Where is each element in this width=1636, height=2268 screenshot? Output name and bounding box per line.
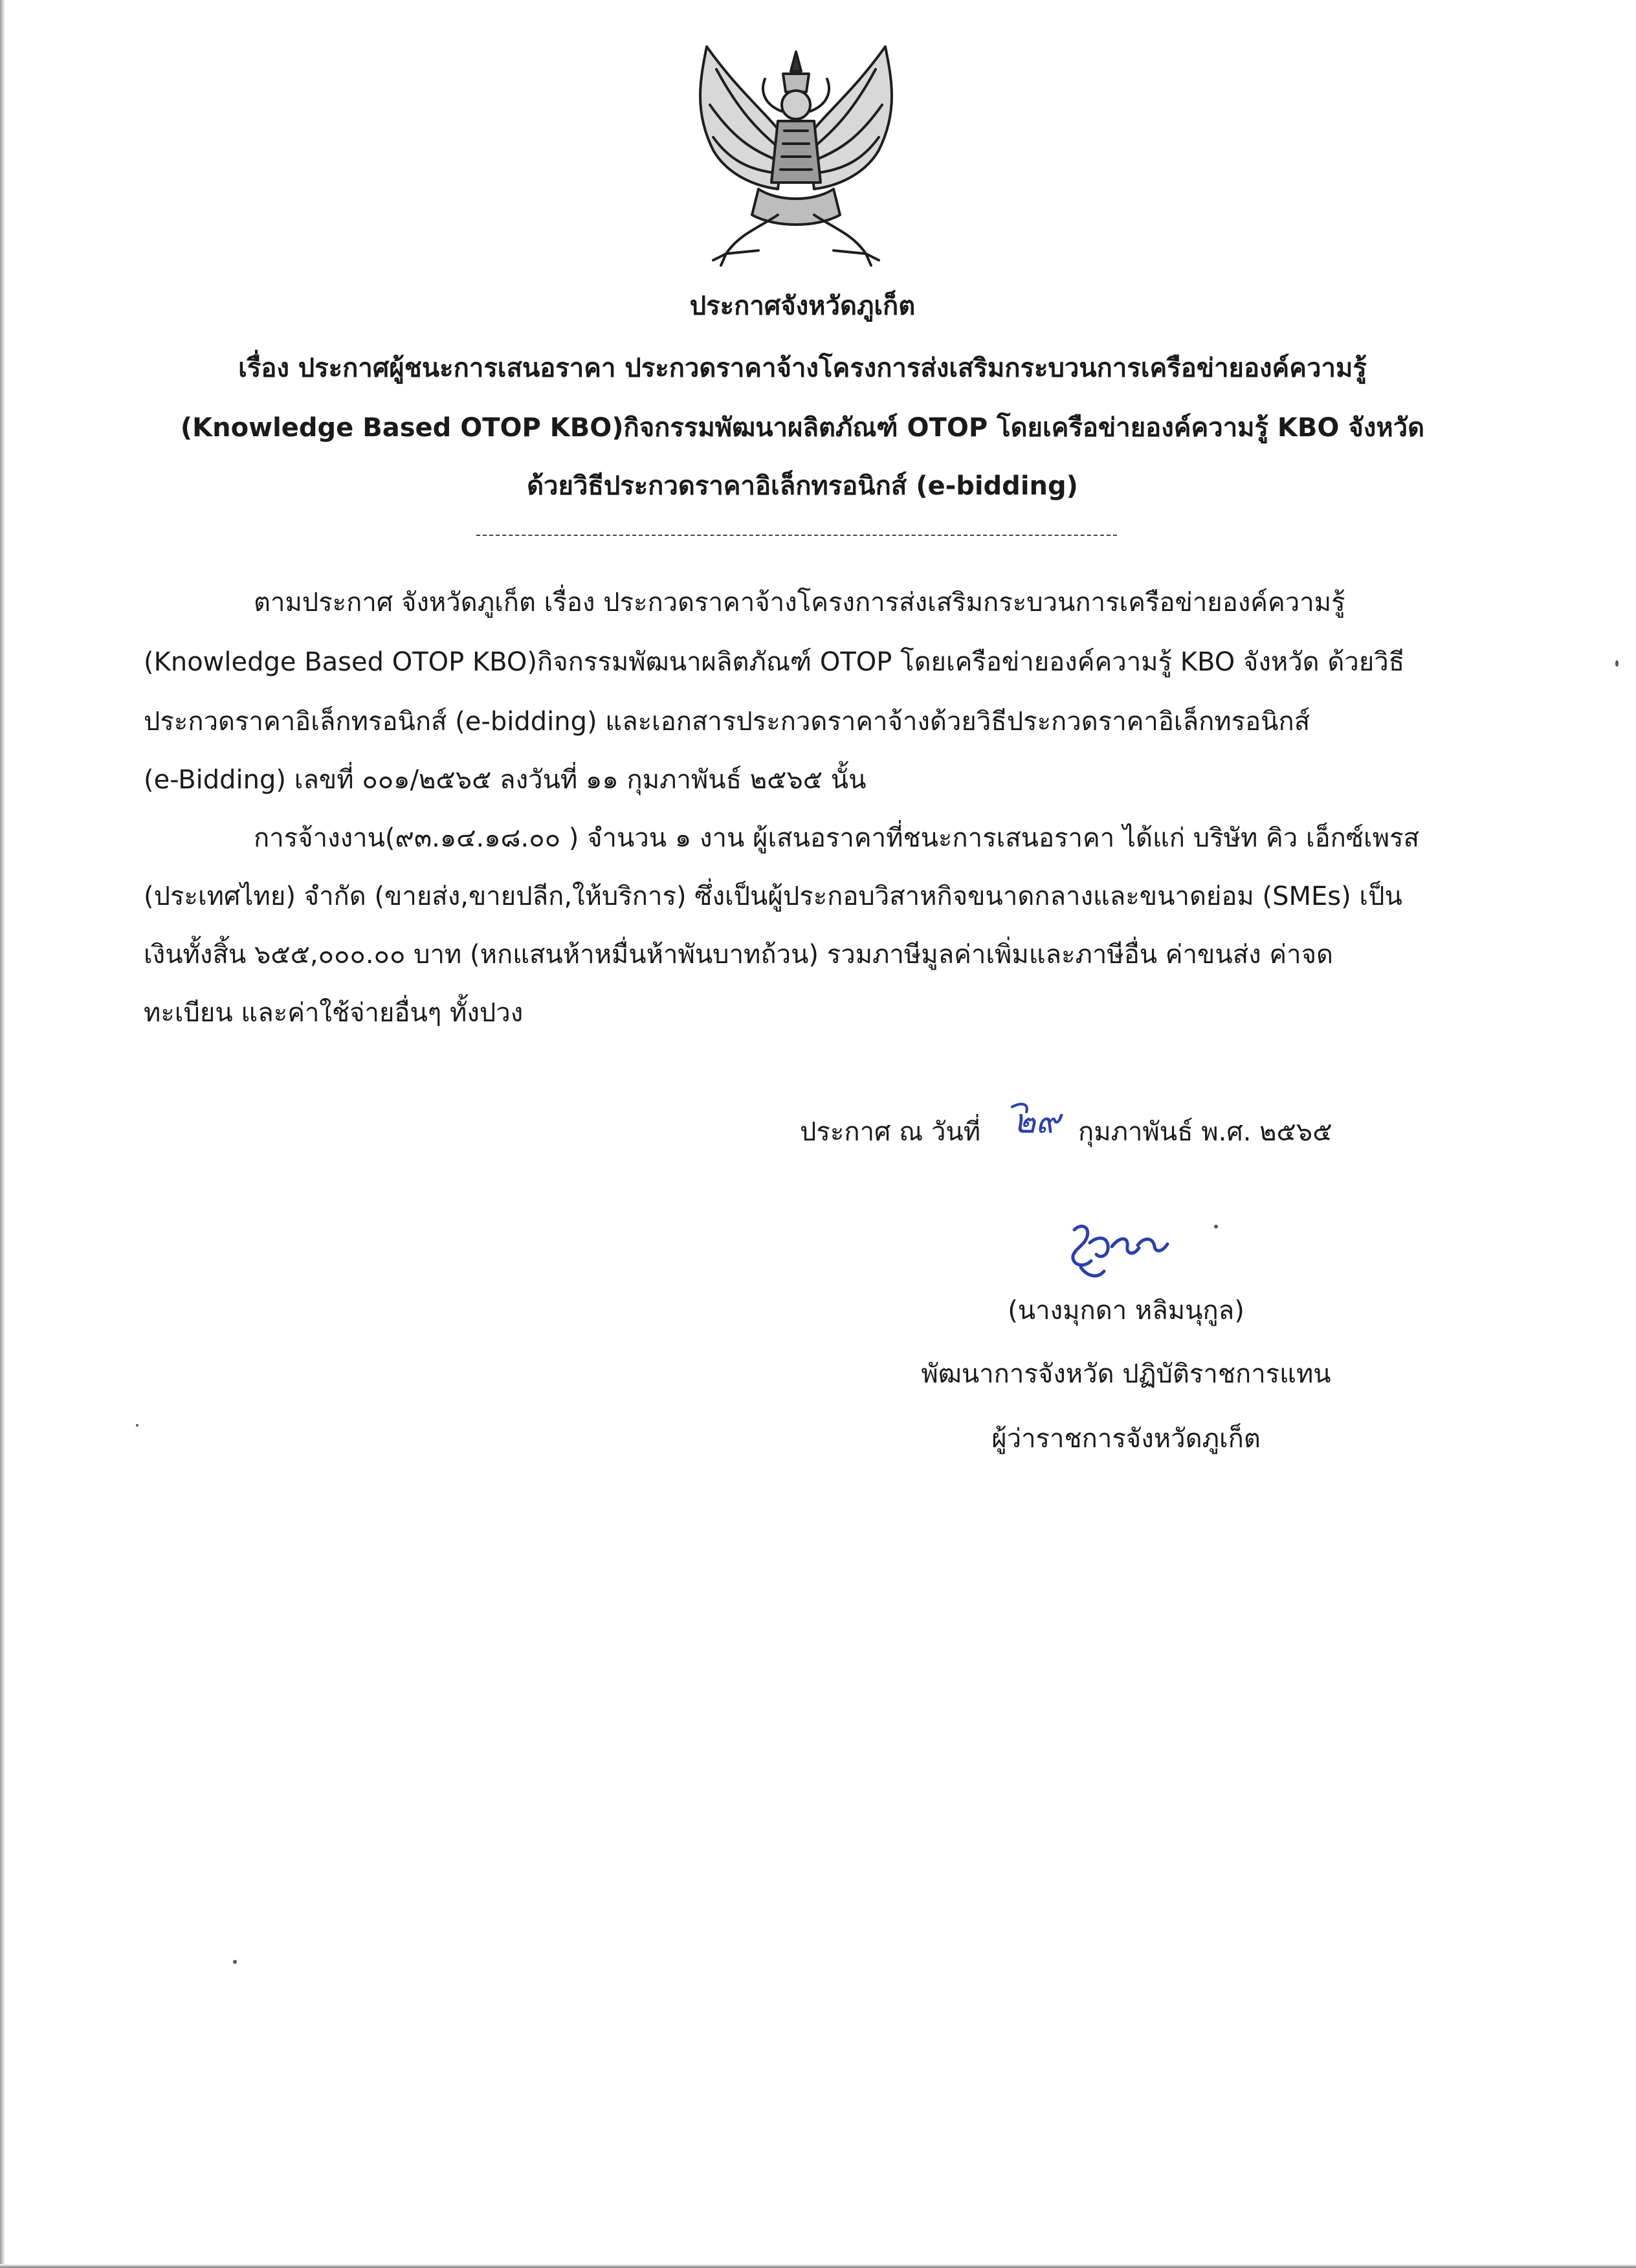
signer-name: (นางมุกดา หลิมนุกูล) [1008, 1296, 1244, 1326]
scan-edge-left [0, 0, 5, 2268]
signer-position: พัฒนาการจังหวัด ปฏิบัติราชการแทน [921, 1359, 1331, 1389]
paragraph1-line-1: ตามประกาศ จังหวัดภูเก็ต เรื่อง ประกวดราคาจ้างโครงการส่งเสริมกระบวนการเครือข่ายองค์ความรู้ [254, 588, 1345, 617]
title-divider [476, 535, 1117, 536]
subject-line-2: (Knowledge Based OTOP KBO)กิจกรรมพัฒนาผลิตภัณฑ์ OTOP โดยเครือข่ายองค์ความรู้ KBO จังหวัด [180, 413, 1425, 443]
scan-speck [136, 1424, 138, 1427]
subject-line-1: เรื่อง ประกาศผู้ชนะการเสนอราคา ประกวดราคาจ้างโครงการส่งเสริมกระบวนการเครือข่ายองค์ความรู้ [238, 353, 1367, 383]
paragraph1-line-3: ประกวดราคาอิเล็กทรอนิกส์ (e-bidding) และเอกสารประกวดราคาจ้างด้วยวิธีประกวดราคาอิเล็กทรอนิกส์ [144, 707, 1310, 737]
svg-text:๒๙: ๒๙ [1013, 1102, 1061, 1141]
paragraph2-line-4: ทะเบียน และค่าใช้จ่ายอื่นๆ ทั้งปวง [144, 998, 524, 1028]
paragraph2-line-3: เงินทั้งสิ้น ๖๕๕,๐๐๐.๐๐ บาท (หกแสนห้าหมื่นห้าพันบาทถ้วน) รวมภาษีมูลค่าเพิ่มและภาษีอื่น ค่าขนส่ง ค่าจด [144, 940, 1334, 970]
document-title: ประกาศจังหวัดภูเก็ต [689, 291, 916, 321]
paragraph1-line-4: (e-Bidding) เลขที่ ๐๐๑/๒๕๖๕ ลงวันที่ ๑๑ กุมภาพันธ์ ๒๕๖๕ นั้น [144, 765, 867, 795]
announce-date-prefix: ประกาศ ณ วันที่ [800, 1117, 981, 1147]
handwritten-signature [1061, 1217, 1171, 1288]
scan-speck [1615, 660, 1619, 667]
paragraph2-line-1: การจ้างงาน(๙๓.๑๔.๑๘.๐๐ ) จำนวน ๑ งาน ผู้เสนอราคาที่ชนะการเสนอราคา ได้แก่ บริษัท คิว เอ็กซ์เพรส [254, 823, 1419, 853]
paragraph1-line-2: (Knowledge Based OTOP KBO)กิจกรรมพัฒนาผลิตภัณฑ์ OTOP โดยเครือข่ายองค์ความรู้ KBO จังหวัด ด้วยวิธี [144, 647, 1405, 677]
signer-office: ผู้ว่าราชการจังหวัดภูเก็ต [991, 1424, 1261, 1454]
scan-speck [1214, 1225, 1218, 1228]
garuda-emblem-icon [687, 40, 905, 271]
subject-line-3: ด้วยวิธีประกวดราคาอิเล็กทรอนิกส์ (e-bidding) [527, 471, 1078, 501]
announce-date-suffix: กุมภาพันธ์ พ.ศ. ๒๕๖๕ [1078, 1117, 1332, 1147]
paragraph2-line-2: (ประเทศไทย) จำกัด (ขายส่ง,ขายปลีก,ให้บริการ) ซึ่งเป็นผู้ประกอบวิสาหกิจขนาดกลางและขนาดย่อม (SMEs) เป็น [144, 882, 1402, 911]
handwritten-day [1010, 1098, 1074, 1143]
scan-speck [233, 1960, 237, 1964]
scan-edge-bottom [0, 2264, 1636, 2268]
